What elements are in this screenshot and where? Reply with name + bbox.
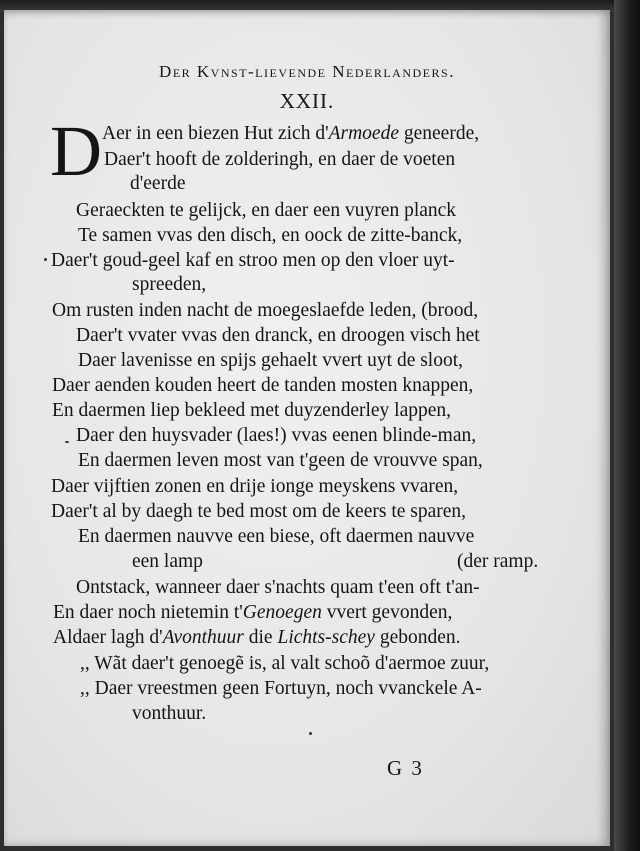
poem-line-1: Aer in een biezen Hut zich d'Armoede geneerde, — [102, 123, 480, 144]
poem-line-19: ,, Wãt daer't genoegẽ is, al valt schoõ d'aermoe zuur, — [80, 653, 490, 674]
poem-line-15-cont: een lamp — [132, 551, 203, 572]
poem-line-8: Daer lavenisse en spijs gehaelt vvert uyt de sloot, — [78, 350, 464, 371]
poem-line-5-cont: spreeden, — [132, 274, 207, 295]
ink-speck — [44, 258, 47, 261]
poem-line-17: En daer noch nietemin t'Genoegen vvert gevonden, — [53, 602, 453, 623]
poem-line-11: Daer den huysvader (laes!) vvas eenen blinde-man, — [76, 425, 477, 446]
running-head: Der Kvnst-lievende Nederlanders. — [159, 62, 455, 81]
book-page — [4, 10, 610, 846]
poem-line-16: Ontstack, wanneer daer s'nachts quam t'een oft t'an- — [76, 577, 480, 598]
poem-line-2: Daer't hooft de zolderingh, en daer de voeten — [104, 149, 456, 170]
poem-line-6: Om rusten inden nacht de moegeslaefde leden, (brood, — [52, 300, 479, 321]
book-spine-edge — [614, 0, 640, 851]
poem-line-3: Geraeckten te gelijck, en daer een vuyren planck — [76, 200, 457, 221]
ink-speck — [65, 441, 69, 443]
poem-line-18: Aldaer lagh d'Avonthuur die Lichts-schey gebonden. — [53, 627, 461, 648]
poem-line-15: En daermen nauvve een biese, oft daermen nauvve — [78, 526, 475, 547]
poem-line-20: ,, Daer vreestmen geen Fortuyn, noch vvanckele A- — [80, 678, 482, 699]
poem-line-9: Daer aenden kouden heert de tanden mosten knappen, — [52, 375, 474, 396]
poem-line-5: Daer't goud-geel kaf en stroo men op den vloer uyt- — [51, 250, 455, 271]
poem-line-16-overflow: (der ramp. — [457, 551, 539, 572]
poem-line-12: En daermen leven most van t'geen de vrouvve span, — [78, 450, 483, 471]
poem-line-2-cont: d'eerde — [130, 173, 186, 194]
poem-line-20-cont: vonthuur. — [132, 703, 207, 724]
poem-line-14: Daer't al by daegh te bed most om de keers te sparen, — [51, 501, 467, 522]
ink-speck — [309, 732, 312, 735]
signature-mark: G 3 — [387, 756, 424, 780]
poem-line-13: Daer vijftien zonen en drije ionge meyskens vvaren, — [51, 476, 459, 497]
poem-line-10: En daermen liep bekleed met duyzenderley lappen, — [52, 400, 452, 421]
drop-cap: D — [50, 111, 102, 191]
poem-line-4: Te samen vvas den disch, en oock de zitte-banck, — [78, 225, 463, 246]
poem-line-7: Daer't vvater vvas den dranck, en droogen visch het — [76, 325, 480, 346]
chapter-number: XXII. — [279, 89, 335, 113]
